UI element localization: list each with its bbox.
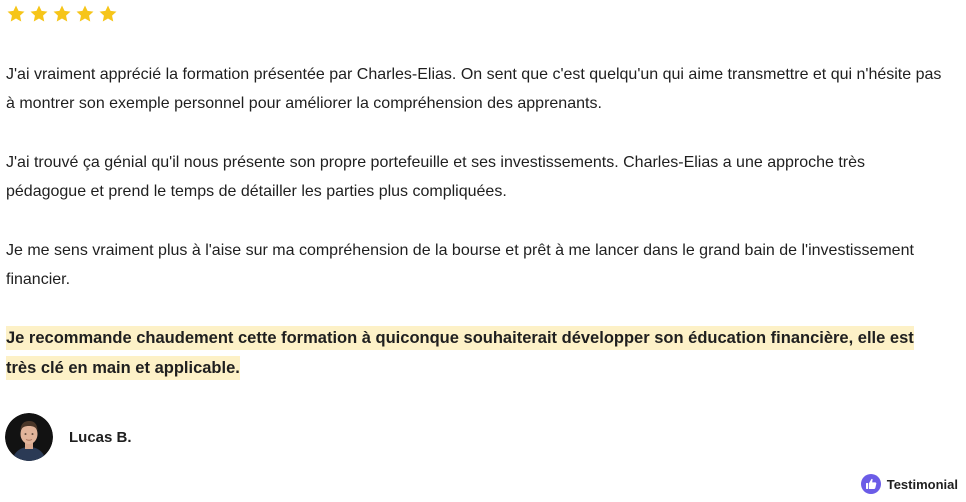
author [5,413,132,461]
review-paragraph: J'ai trouvé ça génial qu'il nous présente son propre portefeuille et ses investissements. Charles-Elias a une approche très pédagogue et prend le temps de détailler les parties plus compliquées. [6,154,866,200]
review-highlight-text: Je recommande chaudement cette formation à quiconque souhaiterait développer son éducation financière, elle est très clé en main et applicable. [6,326,914,380]
avatar [5,413,53,461]
testimonial-badge[interactable] [861,474,958,494]
review-body [6,60,946,383]
star-icon [29,4,49,24]
star-icon [52,4,72,24]
thumbs-up-icon [861,474,881,494]
star-icon [75,4,95,24]
star-icon [98,4,118,24]
author-name: Lucas B. [69,428,132,446]
star-icon [6,4,26,24]
review-paragraph: Je me sens vraiment plus à l'aise sur ma compréhension de la bourse et prêt à me lancer dans le grand bain de l'investissement financier. [6,242,914,288]
review-highlight [6,323,946,383]
star-rating [6,4,118,24]
review-paragraph: J'ai vraiment apprécié la formation présentée par Charles-Elias. On sent que c'est quelqu'un qui aime transmettre et qui n'hésite pas à montrer son exemple personnel pour améliorer la compréhension des apprenants. [6,66,942,112]
testimonial-label: Testimonial [886,476,958,492]
